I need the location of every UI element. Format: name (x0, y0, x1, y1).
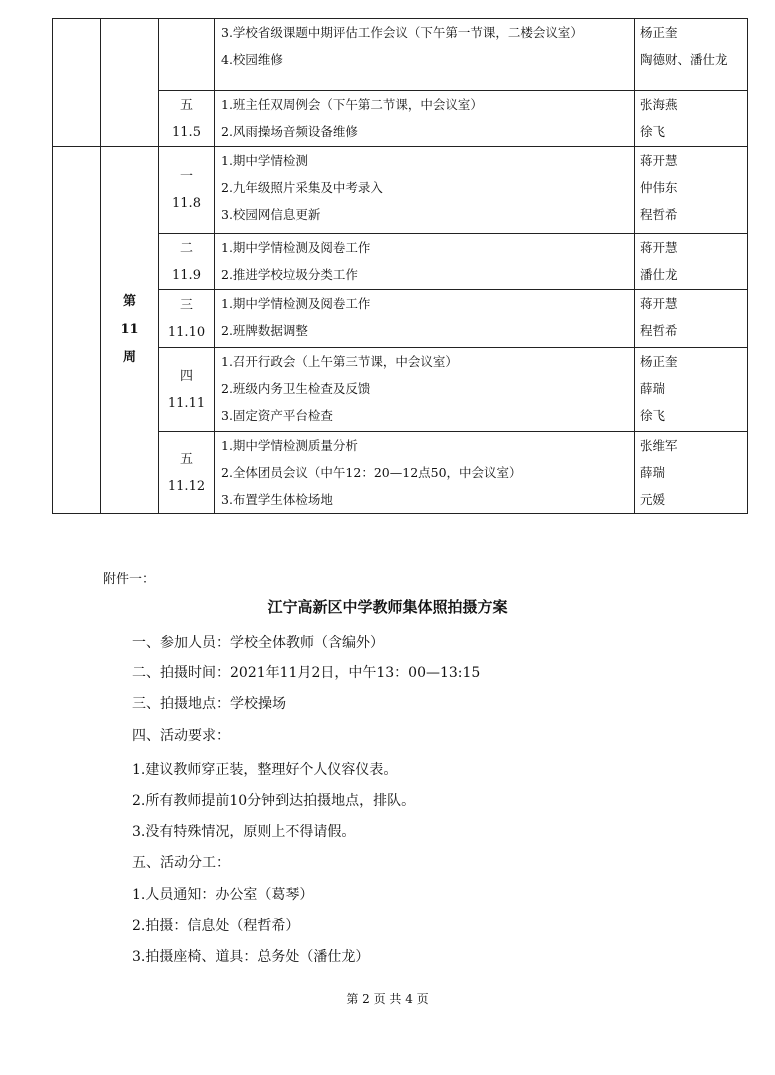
person-text: 徐飞 (640, 408, 666, 423)
person-text: 潘仕龙 (640, 267, 678, 282)
table-row (53, 147, 748, 234)
task-text: 2.班级内务卫生检查及反馈 (221, 381, 371, 396)
person-text: 蒋开慧 (640, 240, 678, 255)
date-cell (159, 91, 215, 147)
plan-line: 2.所有教师提前10分钟到达拍摄地点，排队。 (132, 793, 416, 809)
person-cell (635, 234, 748, 290)
date-label: 11.12 (167, 478, 206, 494)
date-cell (159, 147, 215, 234)
person-text: 薛瑞 (640, 465, 666, 480)
date-cell (159, 290, 215, 348)
table-cell (101, 19, 159, 147)
plan-line: 2.拍摄：信息处（程哲希） (132, 918, 300, 934)
task-text: 1.期中学情检测及阅卷工作 (221, 296, 371, 311)
task-text: 3.固定资产平台检查 (221, 408, 333, 423)
person-text: 杨正奎 (640, 354, 678, 369)
person-cell (635, 91, 748, 147)
task-cell (215, 234, 635, 290)
date-cell (159, 348, 215, 432)
task-cell (215, 91, 635, 147)
plan-line: 3.没有特殊情况，原则上不得请假。 (132, 824, 356, 840)
table-cell (53, 19, 101, 147)
weekday-label: 三 (179, 297, 193, 313)
person-text: 仲伟东 (640, 180, 678, 195)
person-text: 徐飞 (640, 124, 666, 139)
person-text: 程哲希 (640, 323, 678, 338)
plan-line: 一、参加人员：学校全体教师（含编外） (132, 635, 384, 651)
person-cell (635, 19, 748, 91)
task-cell (215, 290, 635, 348)
table-cell (159, 19, 215, 91)
plan-line: 3.拍摄座椅、道具：总务处（潘仕龙） (132, 949, 370, 965)
task-text: 3.学校省级课题中期评估工作会议（下午第一节课，二楼会议室） (221, 25, 583, 40)
person-text: 蒋开慧 (640, 296, 678, 311)
table-row (53, 19, 748, 91)
person-cell (635, 432, 748, 514)
person-text: 元媛 (640, 492, 666, 507)
schedule-table (52, 18, 748, 514)
task-cell (215, 348, 635, 432)
person-text: 陶德财、潘仕龙 (640, 52, 728, 67)
weekday-label: 五 (179, 451, 193, 467)
week-cell (101, 147, 159, 514)
person-text: 蒋开慧 (640, 153, 678, 168)
task-cell (215, 432, 635, 514)
week-label: 第 (122, 294, 136, 309)
attachment-label: 附件一： (103, 572, 156, 587)
week-label: 11 (120, 322, 139, 337)
weekday-label: 二 (179, 240, 193, 256)
person-cell (635, 290, 748, 348)
date-label: 11.5 (172, 124, 201, 140)
table-cell (53, 147, 101, 514)
task-text: 2.全体团员会议（中午12：20—12点50，中会议室） (221, 465, 522, 480)
task-text: 3.校园网信息更新 (221, 207, 321, 222)
week-label: 周 (122, 350, 136, 365)
page-number: 第 2 页 共 4 页 (346, 992, 429, 1006)
date-label: 11.10 (167, 324, 206, 340)
task-cell (215, 19, 635, 91)
person-cell (635, 348, 748, 432)
task-text: 2.风雨操场音频设备维修 (221, 124, 358, 139)
weekday-label: 四 (179, 368, 193, 384)
task-text: 2.班牌数据调整 (221, 323, 308, 338)
person-text: 张维军 (640, 438, 678, 453)
person-text: 杨正奎 (640, 25, 678, 40)
date-label: 11.9 (172, 267, 201, 283)
date-label: 11.8 (172, 196, 201, 211)
plan-line: 二、拍摄时间：2021年11月2日，中午13：00—13:15 (132, 665, 481, 681)
person-text: 张海燕 (640, 97, 678, 112)
task-text: 1.期中学情检测 (221, 153, 308, 168)
task-text: 4.校园维修 (221, 52, 283, 67)
plan-line: 三、拍摄地点：学校操场 (132, 696, 286, 712)
date-cell (159, 234, 215, 290)
plan-line: 1.建议教师穿正装，整理好个人仪容仪表。 (132, 762, 398, 778)
attachment-title: 江宁高新区中学教师集体照拍摄方案 (267, 598, 508, 616)
person-cell (635, 147, 748, 234)
task-text: 2.推进学校垃圾分类工作 (221, 267, 358, 282)
weekday-label: 五 (179, 97, 193, 113)
task-text: 1.期中学情检测及阅卷工作 (221, 240, 371, 255)
task-text: 3.布置学生体检场地 (221, 492, 333, 507)
task-text: 1.期中学情检测质量分析 (221, 438, 358, 453)
task-text: 2.九年级照片采集及中考录入 (221, 180, 383, 195)
person-text: 程哲希 (640, 207, 678, 222)
date-cell (159, 432, 215, 514)
task-text: 1.班主任双周例会（下午第二节课，中会议室） (221, 97, 483, 112)
task-cell (215, 147, 635, 234)
date-label: 11.11 (167, 395, 206, 411)
plan-line: 四、活动要求： (132, 728, 230, 744)
person-text: 薛瑞 (640, 381, 666, 396)
plan-line: 1.人员通知：办公室（葛琴） (132, 887, 314, 903)
plan-line: 五、活动分工： (132, 855, 230, 871)
task-text: 1.召开行政会（上午第三节课，中会议室） (221, 354, 458, 369)
weekday-label: 一 (179, 169, 193, 184)
